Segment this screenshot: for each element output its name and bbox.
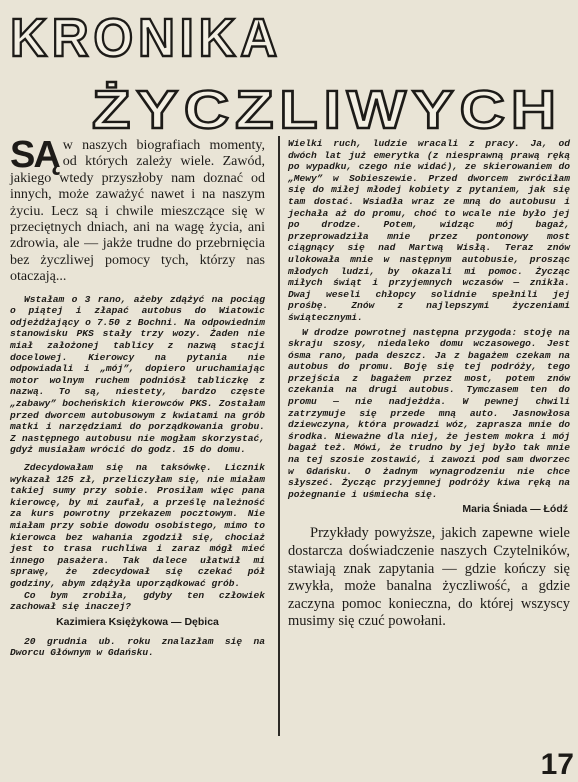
column-divider	[278, 136, 280, 736]
right-column	[288, 138, 570, 631]
closing-text: Przykłady powyższe, jakich zapewne wiele dostarcza doświadczenie naszych Czytelników, stawiają znak zapytania — gdzie kończy się zwykła, może banalna życzliwość, a gdzie zaczyna pomoc konieczna, do której wszyscy musimy się czuć powołani.	[288, 525, 570, 630]
intro-text: w naszych biografiach momenty, od których zależy wiele. Zawód, jakiego wtedy przyszłoby nam doznać od innych, może zaważyć nawet i na naszym życiu. Lecz są i chwile mieszczące się w przeciętnych dniach, ani na wagę życia, ani zdrowia, ale — jakże trudne do przebrnięcia bez życzliwej pomocy tych, którzy nas otaczają...	[10, 138, 265, 285]
title-line-1: KRONIKA	[10, 8, 282, 68]
letter-2-signature: Maria Śniada — Łódź	[462, 503, 568, 516]
left-column	[10, 134, 265, 659]
letter-1-signature: Kazimiera Księżykowa — Dębica	[56, 615, 219, 628]
page-number: 17	[540, 748, 574, 781]
letter-2-opening: 20 grudnia ub. roku znalazłam się na Dworcu Głównym w Gdańsku.	[10, 635, 265, 659]
intro-paragraph	[10, 134, 265, 286]
letter-1-paragraph-1: Wstałam o 3 rano, ażeby zdążyć na pociąg o piątej i złapać autobus do Wiatowic odjeżdżający o 7.50 z Bochni. Na odpowiednim stanowisku PKS stały trzy wozy. Żaden nie miał założonej tablicy z nazwą stacji docelowej. Kierowcy na pytania nie odpowiadali i „mój”, dopiero uruchamiając motor wolnym ruchem podniósł tabliczkę z nazwą. To są, niestety, bardzo częste „zabawy” bocheńskich kierowców PKS. Zostałam przed dworcem autobusowym z kwiatami na grób matki i narzędziami do porządkowania grobu. Z następnego autobusu nie mogłam skorzystać, gdyż musiałam wrócić do godz. 15 do domu.	[10, 293, 265, 456]
letter-2-paragraph-1: Wielki ruch, ludzie wracali z pracy. Ja, od dwóch lat już emerytka (z niesprawną prawą ręką po wypadku, czego nie widać), ze skierowaniem do „Mewy” w Sobieszewie. Przed dworcem zwróciłam się do miłej młodej kobiety z pytaniem, jak się tam dostać. Wsiadła wraz ze mną do autobusu i jechała aż do promu, choć to wcale nie było jej po drodze. Potem, widząc mój bagaż, przeprowadziła mnie przez pontonowy most ciągnący się nad Martwą Wisłą. Teraz znów ulokowała mnie w następnym autobusie, prosząc młodych ludzi, by okazali mi pomoc. Życząc miłych świąt i przyjemnych wczasów — znikła. Dwaj weseli chłopcy solidnie spełnili jej prośbę. Znów z najlepszymi życzeniami świątecznymi.	[288, 138, 570, 323]
letter-1-paragraph-2: Zdecydowałam się na taksówkę. Licznik wykazał 125 zł, przeliczyłam się, nie miałam takiej sumy przy sobie. Prosiłam więc pana kierowcę, by mi zaufał, a prześlę należność za kurs powrotny przekazem pocztowym. Nie miałam przy sobie dowodu osobistego, mimo to kierowca bez wahania zgodził się, chociaż jest to trasa ruchliwa i zaraz mógł mieć innego pasażera. Tak dalece ułatwił mi sprawę, że zdecydował się czekać pół godziny, abym zdążyła uporządkować grób.	[10, 461, 265, 589]
closing-paragraph	[288, 525, 570, 631]
title-line-2: ŻYCZLIWYCH	[92, 80, 562, 136]
drop-cap: SĄ	[10, 134, 59, 176]
letter-1-paragraph-3: Co bym zrobiła, gdyby ten człowiek zachował się inaczej?	[10, 589, 265, 613]
title-header	[0, 0, 578, 136]
letter-2-paragraph-2: W drodze powrotnej następna przygoda: stoję na skraju szosy, niedaleko domu wczasowego. Jest ósma rano, pada deszcz. Ja z bagażem czekam na autobus do promu. Boję się tej podróży, tego przejścia z bagażem przez most, potem znów czekania na drugi autobus. Tymczasem ten do promu — nie nadjeżdża. W pewnej chwili zatrzymuje się przede mną auto. Jasnowłosa dziewczyna, która prowadzi wóz, zaprasza mnie do środka. Nieważne dla niej, że jestem mokra i mój bagaż też. Mówi, że trudno by jej było tak mnie na tej szosie zostawić, i zawozi pod sam dworzec w Gdańsku. O żadnym wynagrodzeniu nie chce słyszeć. Życząc przyjemnej podróży kiwa ręką na pożegnanie i uśmiecha się.	[288, 326, 570, 500]
